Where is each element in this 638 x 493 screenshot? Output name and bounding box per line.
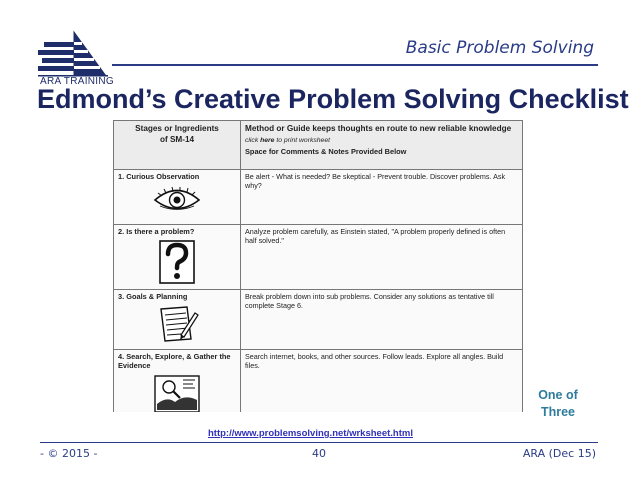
method-text: Break problem down into sub problems. Consider any solutions as tentative till complete Stage 6. xyxy=(245,292,494,310)
method-text: Be alert - What is needed? Be skeptical - Prevent trouble. Discover problems. Ask why? xyxy=(245,172,506,190)
page-title: Edmond’s Creative Problem Solving Checklist xyxy=(37,84,629,114)
method-cell xyxy=(241,290,523,350)
stage-label: 1. Curious Observation xyxy=(118,172,200,181)
method-cell xyxy=(241,225,523,290)
footer-date: ARA (Dec 15) xyxy=(522,447,596,460)
column-header-stages-line2: of SM-14 xyxy=(159,135,195,144)
method-header-text: Method or Guide keeps thoughts en route to new reliable knowledge xyxy=(245,124,512,133)
method-text: Analyze problem carefully, as Einstein stated, "A problem properly defined is often half solved." xyxy=(245,227,506,245)
footer-page-number: 40 xyxy=(312,447,326,460)
section-title: Basic Problem Solving xyxy=(405,38,594,58)
table-row xyxy=(114,170,523,225)
stage-cell xyxy=(114,290,241,350)
eye-icon xyxy=(152,185,202,215)
one-of-three-line2: Three xyxy=(540,405,576,419)
table-row xyxy=(114,225,523,290)
comments-subheader: Space for Comments & Notes Provided Below xyxy=(245,147,407,156)
table-row xyxy=(114,290,523,350)
stage-cell xyxy=(114,170,241,225)
print-worksheet-link[interactable]: here xyxy=(260,137,275,144)
method-cell xyxy=(241,170,523,225)
worksheet-url-link[interactable]: http://www.problemsolving.net/wrksheet.html xyxy=(208,428,413,439)
worksheet-header-row xyxy=(114,121,523,170)
worksheet-image xyxy=(113,120,523,412)
method-text: Search internet, books, and other sources. Follow leads. Explore all angles. Build files. xyxy=(245,352,504,370)
column-header-stages-line1: Stages or Ingredients xyxy=(135,124,219,133)
column-header-stages xyxy=(114,121,241,170)
worksheet-table xyxy=(113,120,523,412)
document-pencil-icon xyxy=(155,305,199,343)
print-note-suffix: to print worksheet xyxy=(274,137,331,144)
stage-label: 4. Search, Explore, & Gather the Evidence xyxy=(118,352,231,370)
question-mark-icon xyxy=(159,240,195,284)
logo-text: ARA TRAINING xyxy=(40,76,114,87)
column-header-method xyxy=(241,121,523,170)
stage-label: 3. Goals & Planning xyxy=(118,292,188,301)
footer-copyright: - © 2015 - xyxy=(40,447,98,460)
footer-divider xyxy=(40,442,598,443)
ara-training-logo xyxy=(38,30,108,80)
print-note-prefix: click xyxy=(245,137,261,144)
stage-cell xyxy=(114,350,241,413)
one-of-three-label xyxy=(528,387,588,421)
table-row xyxy=(114,350,523,413)
stage-cell xyxy=(114,225,241,290)
header-divider xyxy=(112,64,598,66)
method-cell xyxy=(241,350,523,413)
search-scene-icon xyxy=(153,374,201,412)
one-of-three-line1: One of xyxy=(538,388,578,402)
stage-label: 2. Is there a problem? xyxy=(118,227,195,236)
